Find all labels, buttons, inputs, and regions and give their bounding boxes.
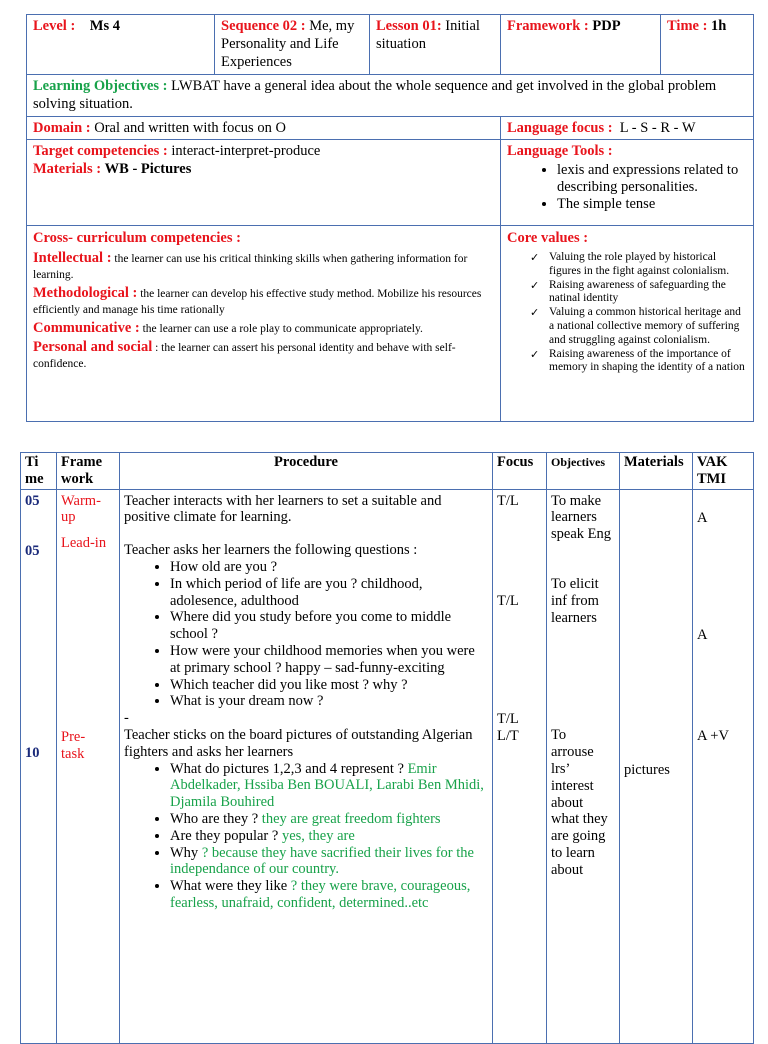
language-focus-cell bbox=[501, 117, 754, 140]
materials-column bbox=[620, 489, 693, 1043]
header-frame: Frame work bbox=[57, 453, 120, 490]
list-item: • What do pictures 1,2,3 and 4 represent ? Emir Abdelkader, Hssiba Ben BOUALI, Larabi Ben Mhidi, Djamila Bouhired bbox=[170, 761, 488, 811]
list-item: • What is your dream now ? bbox=[170, 693, 488, 710]
time-value: 10 bbox=[25, 745, 40, 762]
personal-text: : the learner can assert his personal identity and behave with self-confidence. bbox=[33, 342, 456, 370]
objectives-label: Learning Objectives : bbox=[33, 78, 168, 94]
vak-column bbox=[693, 489, 754, 1043]
list-item: • What were they like ? they were brave, courageous, fearless, unafraid, confident, determined..etc bbox=[170, 878, 488, 912]
list-item: ✓ Valuing the role played by historical figures in the fight against colonialism. bbox=[549, 251, 747, 279]
list-item: • In which period of life are you ? childhood, adolesence, adulthood bbox=[170, 576, 488, 610]
list-item: • How were your childhood memories when you were at primary school ? happy – sad-funny-exciting bbox=[170, 643, 488, 677]
procedure-warmup-text: Teacher interacts with her learners to set a suitable and positive climate for learning. bbox=[124, 492, 442, 526]
objectives-text: LWBAT have a general idea about the whole sequence and get involved in the global problem solving situation. bbox=[33, 78, 717, 112]
list-item: ✓ Valuing a common historical heritage and a national collective memory of suffering and struggling against colonialism. bbox=[549, 306, 747, 347]
header-focus: Focus bbox=[493, 453, 547, 490]
framework-value: PDP bbox=[592, 18, 621, 34]
core-values-list bbox=[507, 251, 747, 375]
header-time: Ti me bbox=[21, 453, 57, 490]
leadin-questions-list bbox=[124, 559, 488, 710]
lesson-label: Lesson 01: bbox=[376, 18, 442, 34]
list-item: • Who are they ? they are great freedom fighters bbox=[170, 811, 488, 828]
frame-value: Warm-up bbox=[61, 492, 101, 526]
list-item: • Where did you study before you come to middle school ? bbox=[170, 609, 488, 643]
frame-value: Pre-task bbox=[61, 728, 86, 762]
list-item: • The simple tense bbox=[557, 196, 747, 213]
personal-label: Personal and social bbox=[33, 339, 153, 355]
procedure-table bbox=[20, 452, 754, 1044]
focus-value: L/T bbox=[497, 727, 519, 744]
domain-value: Oral and written with focus on O bbox=[94, 120, 286, 136]
methodological-label: Methodological : bbox=[33, 285, 138, 301]
list-item: • How old are you ? bbox=[170, 559, 488, 576]
domain-cell bbox=[27, 117, 501, 140]
time-column bbox=[21, 489, 57, 1043]
language-tools-cell bbox=[501, 140, 754, 226]
methodological-text: the learner can develop his effective study method. Mobilize his resources efficiently and manage his time rationally bbox=[33, 288, 482, 316]
focus-column bbox=[493, 489, 547, 1043]
header-objectives: Objectives bbox=[547, 453, 620, 490]
time-label: Time : bbox=[667, 18, 708, 34]
focus-value: T/L bbox=[497, 711, 519, 728]
intellectual-text: the learner can use his critical thinking skills when gathering information for learning. bbox=[33, 253, 468, 281]
vak-value: A bbox=[697, 627, 708, 644]
intellectual-label: Intellectual : bbox=[33, 250, 112, 266]
header-vak: VAK TMI bbox=[693, 453, 754, 490]
vak-value: A bbox=[697, 509, 708, 526]
frame-column bbox=[57, 489, 120, 1043]
target-value: interact-interpret-produce bbox=[171, 143, 321, 159]
focus-value: T/L bbox=[497, 593, 519, 610]
procedure-leadin-text: Teacher asks her learners the following questions : bbox=[124, 542, 418, 559]
objective-value: To elicit inf from learners bbox=[551, 575, 599, 626]
lesson-plan-header-table bbox=[26, 14, 754, 422]
target-materials-cell bbox=[27, 140, 501, 226]
time-value: 1h bbox=[711, 18, 727, 34]
materials-value: WB - Pictures bbox=[104, 161, 192, 177]
list-item: • Which teacher did you like most ? why ? bbox=[170, 677, 488, 694]
lesson-value: Initial situation bbox=[376, 18, 480, 52]
header-procedure: Procedure bbox=[120, 453, 493, 490]
framework-label: Framework : bbox=[507, 18, 589, 34]
objective-value: To make learners speak Eng bbox=[551, 492, 611, 543]
objective-value: To arrouse lrs’ interest about what they are going to learn about bbox=[551, 727, 608, 878]
objectives-cell bbox=[27, 75, 754, 117]
cross-curriculum-cell bbox=[27, 226, 501, 422]
sequence-label: Sequence 02 : bbox=[221, 18, 306, 34]
level-label: Level : bbox=[33, 18, 76, 34]
time-value: 05 bbox=[25, 492, 40, 509]
frame-value: Lead-in bbox=[61, 535, 107, 552]
core-values-label: Core values : bbox=[507, 230, 589, 246]
vak-value: A +V bbox=[697, 728, 729, 745]
list-item: • Are they popular ? yes, they are bbox=[170, 828, 488, 845]
target-label: Target competencies : bbox=[33, 143, 168, 159]
language-tools-list bbox=[507, 162, 747, 213]
dash: - bbox=[124, 710, 129, 727]
core-values-cell bbox=[501, 226, 754, 422]
list-item: • Why ? because they have sacrified their lives for the independance of our country. bbox=[170, 845, 488, 879]
focus-value: T/L bbox=[497, 492, 519, 509]
language-focus-label: Language focus : bbox=[507, 120, 613, 136]
list-item: ✓ Raising awareness of the importance of memory in shaping the identity of a nation bbox=[549, 348, 747, 376]
time-cell bbox=[661, 15, 754, 75]
sequence-value: Me, my Personality and Life Experiences bbox=[221, 18, 355, 70]
communicative-text: the learner can use a role play to communicate appropriately. bbox=[142, 323, 423, 335]
header-materials: Materials bbox=[620, 453, 693, 490]
list-item: • lexis and expressions related to describing personalities. bbox=[557, 162, 747, 196]
language-focus-value: L - S - R - W bbox=[619, 120, 696, 136]
level-value: Ms 4 bbox=[89, 18, 120, 34]
objectives-column bbox=[547, 489, 620, 1043]
level-cell bbox=[27, 15, 215, 75]
cross-label: Cross- curriculum competencies : bbox=[33, 230, 241, 246]
list-item: ✓ Raising awareness of safeguarding the natinal identity bbox=[549, 279, 747, 307]
language-tools-label: Language Tools : bbox=[507, 143, 613, 159]
domain-label: Domain : bbox=[33, 120, 91, 136]
pretask-questions-list bbox=[124, 761, 488, 912]
procedure-pretask-text: Teacher sticks on the board pictures of outstanding Algerian fighters and asks her learners bbox=[124, 726, 473, 760]
communicative-label: Communicative : bbox=[33, 320, 140, 336]
sequence-cell bbox=[215, 15, 370, 75]
materials-label: Materials : bbox=[33, 161, 102, 177]
time-value: 05 bbox=[25, 543, 40, 560]
lesson-cell bbox=[370, 15, 501, 75]
materials-value: pictures bbox=[624, 761, 670, 778]
framework-cell bbox=[501, 15, 661, 75]
procedure-column bbox=[120, 489, 493, 1043]
